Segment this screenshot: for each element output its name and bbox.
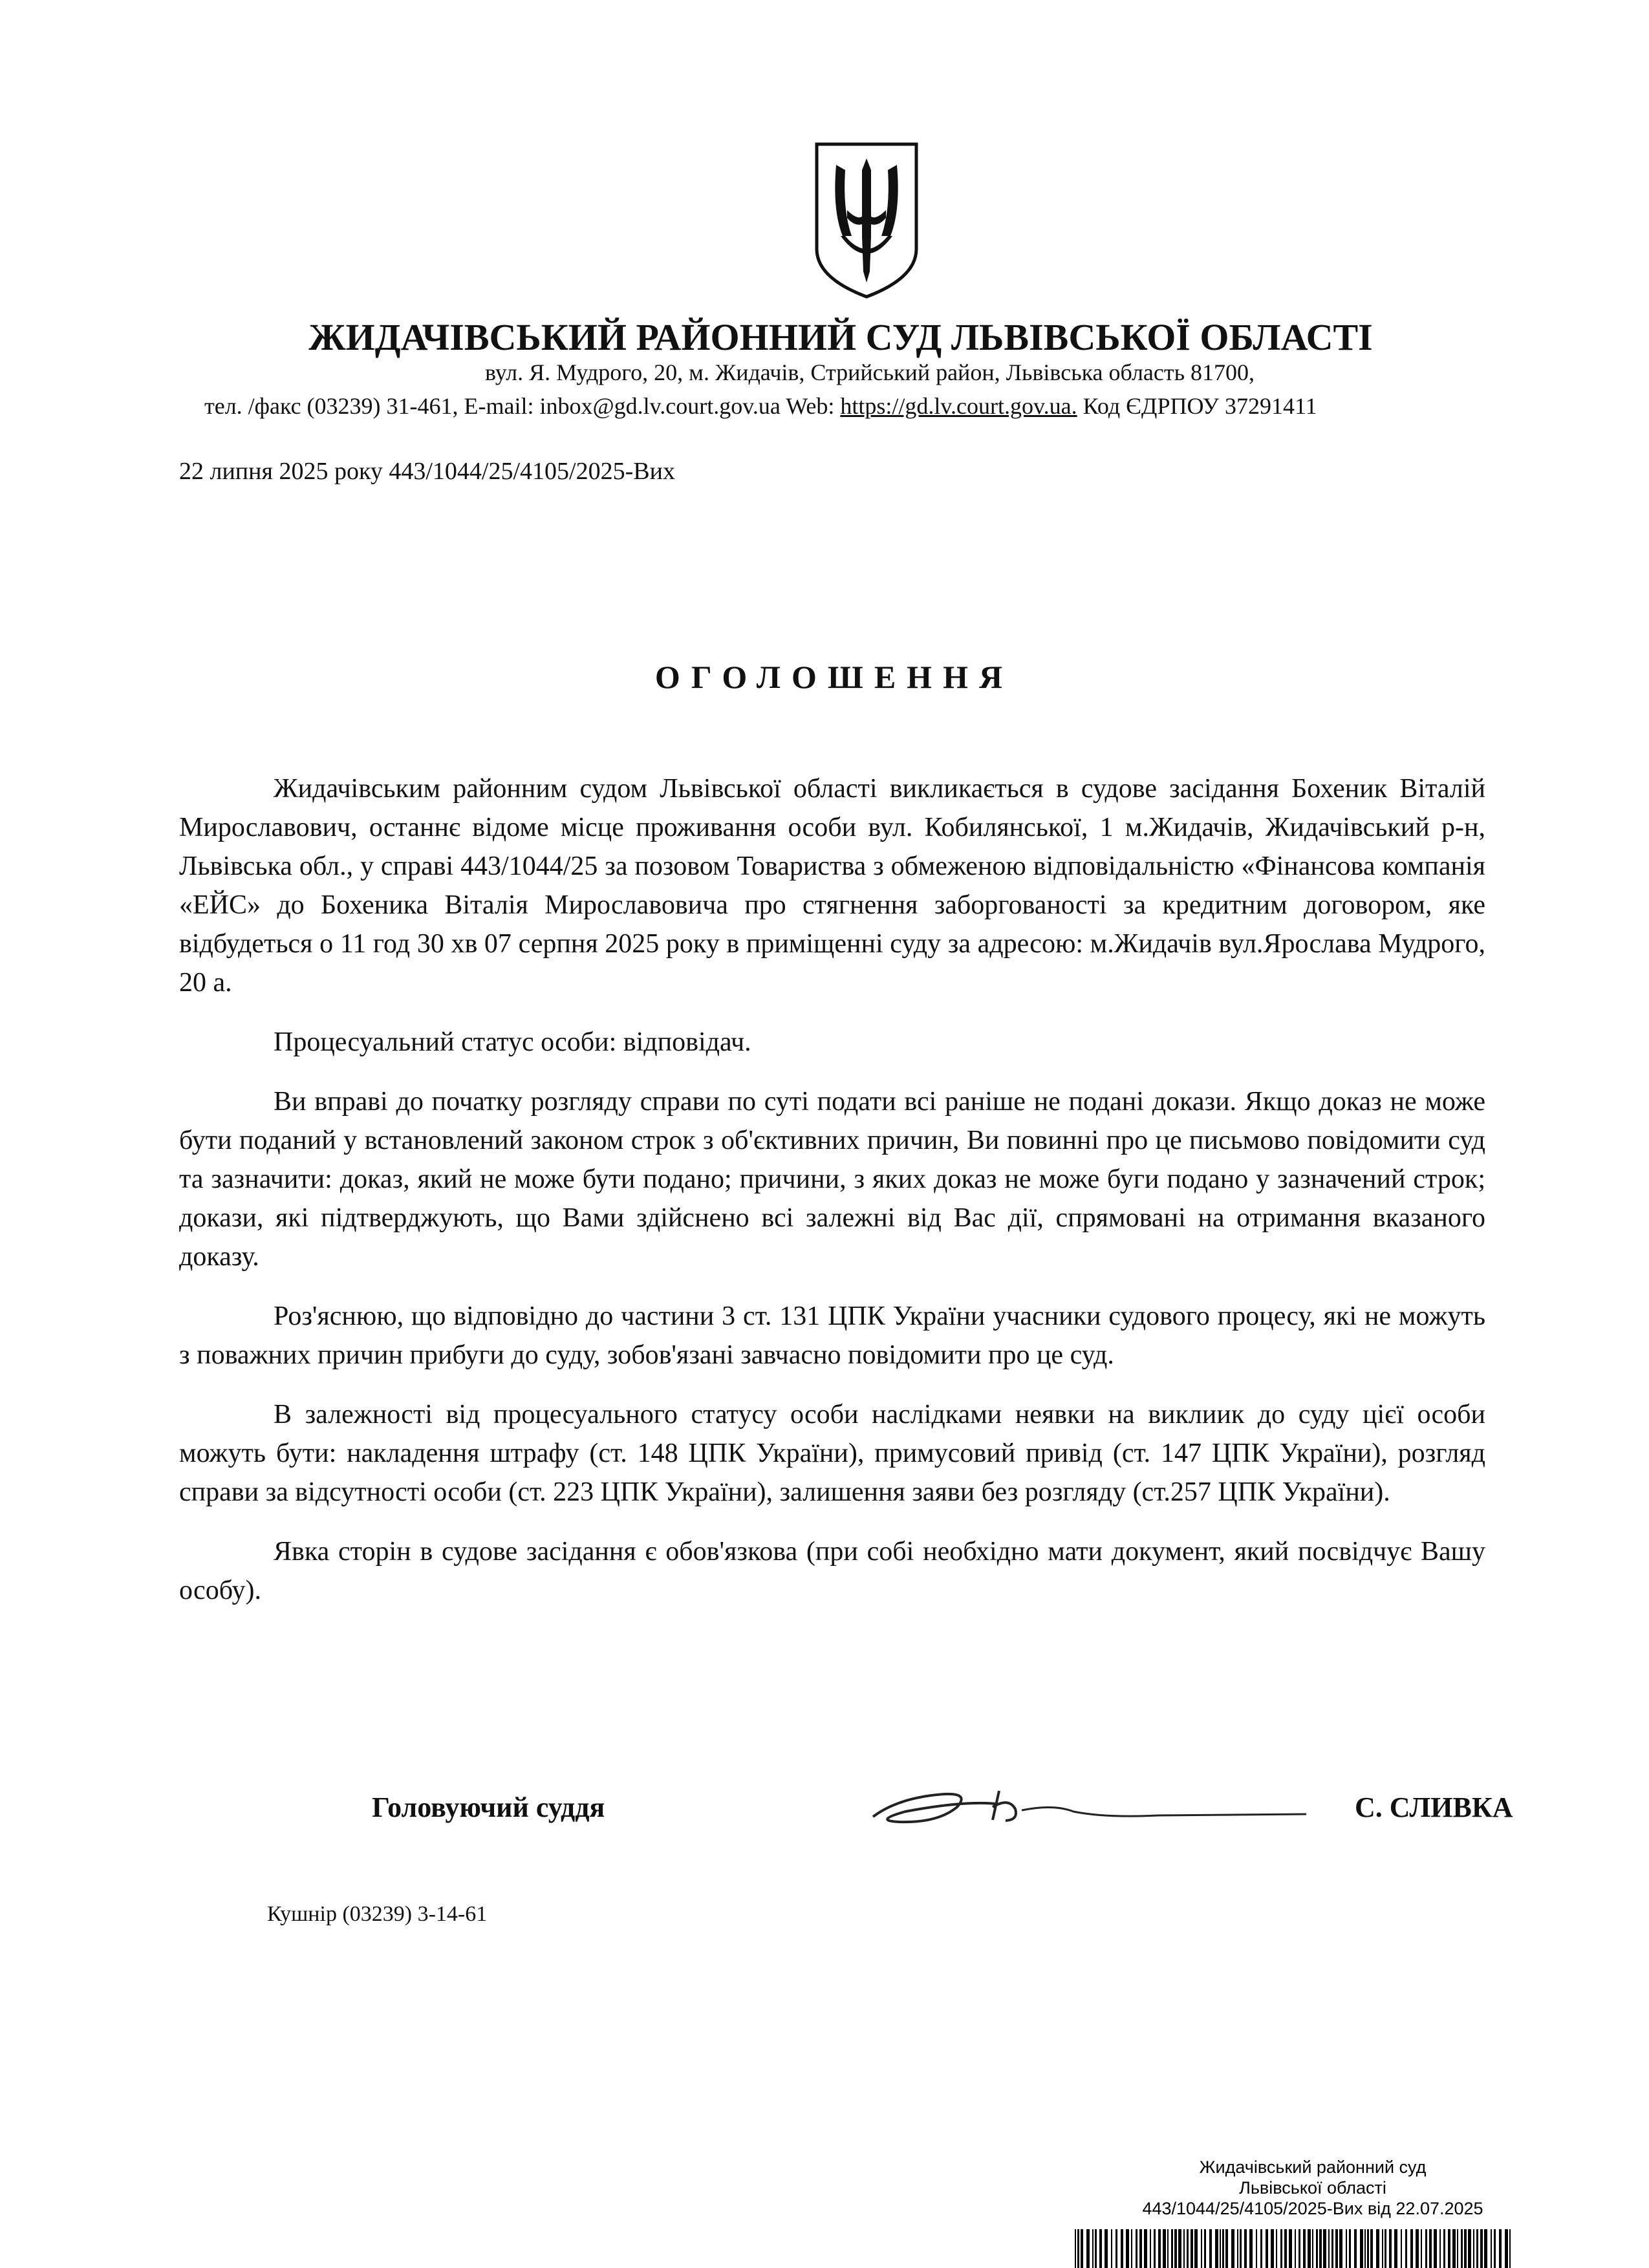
- barcode-bar: [1240, 2229, 1242, 2268]
- executor-contact: Кушнір (03239) 3-14-61: [267, 1902, 488, 1926]
- court-address: вул. Я. Мудрого, 20, м. Жидачів, Стрийський район, Львівська область 81700,: [484, 359, 1255, 385]
- barcode-bar: [1331, 2229, 1333, 2268]
- barcode-bar: [1183, 2229, 1185, 2268]
- barcode-bar: [1339, 2229, 1342, 2268]
- barcode-bar: [1505, 2229, 1508, 2268]
- barcode-bar: [1316, 2229, 1318, 2268]
- barcode-bar: [1416, 2229, 1419, 2268]
- barcode-bar: [1105, 2229, 1108, 2268]
- barcode-bar: [1204, 2229, 1206, 2268]
- barcode-bar: [1346, 2229, 1347, 2268]
- barcode-bar: [1139, 2229, 1142, 2268]
- stamp-region: Львівської області: [1239, 2178, 1386, 2198]
- barcode: [1073, 2229, 1513, 2268]
- outgoing-number: 22 липня 2025 року 443/1044/25/4105/2025-Вих: [179, 458, 675, 485]
- barcode-bar: [1158, 2229, 1161, 2268]
- paragraph-explanation: Роз'яснюю, що відповідно до частини 3 ст. 131 ЦПК України учасники судового процесу, які не можуть з поважних причин прибуги до суду, зобов'язані завчасно повідомити про це суд.: [179, 1301, 1485, 1370]
- paragraph-consequences: В залежності від процесуального статусу особи наслідками неявки на виклиик до суду цієї особи можуть бути: накладення штрафу (ст. 148 ЦПК України), примусовий привід (ст. 147 ЦПК України), розгляд справи за відсутності особи (ст. 223 ЦПК України), залишення заяви без розгляду (ст.257 ЦПК України).: [179, 1400, 1485, 1507]
- paragraph-status: Процесуальний статус особи: відповідач.: [274, 1027, 751, 1057]
- barcode-bar: [1468, 2229, 1471, 2268]
- barcode-bar: [1429, 2229, 1432, 2268]
- barcode-bar: [1401, 2229, 1402, 2268]
- barcode-bar: [1171, 2229, 1173, 2268]
- barcode-bar: [1328, 2229, 1330, 2268]
- barcode-bar: [1280, 2229, 1282, 2268]
- signature-position: Головуючий суддя: [372, 1792, 605, 1823]
- barcode-bar: [1220, 2229, 1221, 2268]
- barcode-bar: [1167, 2229, 1169, 2268]
- barcode-bar: [1476, 2229, 1478, 2268]
- barcode-bar: [1421, 2229, 1422, 2268]
- barcode-bar: [1209, 2229, 1212, 2268]
- document-title: ОГОЛОШЕННЯ: [654, 659, 1014, 695]
- barcode-bar: [1382, 2229, 1383, 2268]
- judge-name: С. СЛИВКА: [1355, 1792, 1513, 1823]
- barcode-bar: [1215, 2229, 1218, 2268]
- barcode-bar: [1126, 2229, 1129, 2268]
- barcode-bar: [1312, 2229, 1313, 2268]
- barcode-bar: [1136, 2229, 1137, 2268]
- barcode-bar: [1194, 2229, 1198, 2268]
- barcode-bar: [1144, 2229, 1147, 2268]
- barcode-bar: [1154, 2229, 1156, 2268]
- document-body: [179, 769, 1485, 1631]
- barcode-bar: [1354, 2229, 1357, 2268]
- barcode-bar: [1150, 2229, 1151, 2268]
- barcode-bar: [1163, 2229, 1166, 2268]
- barcode-bar: [1131, 2229, 1132, 2268]
- barcode-bar: [1367, 2229, 1369, 2268]
- barcode-bar: [1081, 2229, 1083, 2268]
- barcode-bar: [1370, 2229, 1373, 2268]
- barcode-bar: [1121, 2229, 1123, 2268]
- barcode-bar: [1276, 2229, 1277, 2268]
- barcode-bar: [1092, 2229, 1094, 2268]
- trident-emblem-icon: [812, 139, 921, 301]
- barcode-bar: [1295, 2229, 1296, 2268]
- barcode-bar: [1284, 2229, 1287, 2268]
- barcode-bar: [1303, 2229, 1306, 2268]
- barcode-bar: [1201, 2229, 1202, 2268]
- barcode-bar: [1494, 2229, 1496, 2268]
- stamp-number: 443/1044/25/4105/2025-Вих від 22.07.2025: [1142, 2199, 1483, 2218]
- barcode-bar: [1335, 2229, 1338, 2268]
- barcode-bar: [1111, 2229, 1112, 2268]
- barcode-bar: [1075, 2229, 1076, 2268]
- barcode-bar: [1187, 2229, 1189, 2268]
- barcode-bar: [1116, 2229, 1117, 2268]
- court-name: ЖИДАЧІВСЬКИЙ РАЙОННИЙ СУД ЛЬВІВСЬКОЇ ОБЛАСТІ: [308, 316, 1373, 358]
- barcode-bar: [1271, 2229, 1274, 2268]
- barcode-bar: [1174, 2229, 1177, 2268]
- paragraph-evidence: Ви вправі до початку розгляду справи по суті подати всі раніше не подані докази. Якщо доказ не може бути поданий у встановлений законом строк з об'єктивних причин, Ви повинні про це письмово повідомити суд та зазначити: доказ, який не може бути подано; причини, з яких доказ не може буги подано у зазначений строк; докази, які підтверджують, що Вами здійснено всі залежні від Вас дії, спрямовані на отримання вказаного доказу.: [179, 1087, 1485, 1272]
- barcode-bar: [1308, 2229, 1311, 2268]
- barcode-bar: [1349, 2229, 1351, 2268]
- barcode-bar: [1405, 2229, 1407, 2268]
- barcode-bar: [1394, 2229, 1397, 2268]
- handwritten-signature: [860, 1771, 1313, 1836]
- barcode-bar: [1499, 2229, 1502, 2268]
- barcode-bar: [1389, 2229, 1392, 2268]
- barcode-bar: [1464, 2229, 1467, 2268]
- contacts-text: тел. /факс (03239) 31-461, E-mail: inbox@gd.lv.court.gov.ua Web:: [204, 393, 841, 419]
- barcode-bar: [1473, 2229, 1474, 2268]
- barcode-bar: [1095, 2229, 1097, 2268]
- barcode-bar: [1457, 2229, 1458, 2268]
- paragraph-summons: Жидачівським районним судом Львівської області викликається в судове засідання Бохеник Віталій Мирославович, останнє відоме місце проживання особи вул. Кобилянської, 1 м.Жидачів, Жидачівський р-н, Львівська обл., у справі 443/1044/25 за позовом Товариства з обмеженою відповідальністю «Фінансова компанія «ЕЙС» до Бохеника Віталія Мирославовича про стягнення заборгованості за кредитним договором, яке відбудеться о 11 год 30 хв 07 серпня 2025 року в приміщенні суду за адресою: м.Жидачів вул.Ярослава Мудрого, 20 а.: [179, 774, 1485, 998]
- barcode-bar: [1077, 2229, 1079, 2268]
- barcode-bar: [1086, 2229, 1090, 2268]
- barcode-bar: [1323, 2229, 1326, 2268]
- barcode-bar: [1319, 2229, 1322, 2268]
- barcode-bar: [1376, 2229, 1379, 2268]
- website-link[interactable]: https://gd.lv.court.gov.ua.: [840, 393, 1077, 419]
- barcode-bar: [1249, 2229, 1253, 2268]
- barcode-bar: [1244, 2229, 1247, 2268]
- edrpou-code: Код ЄДРПОУ 37291411: [1077, 393, 1317, 419]
- barcode-bar: [1434, 2229, 1437, 2268]
- barcode-bar: [1425, 2229, 1427, 2268]
- barcode-bar: [1385, 2229, 1386, 2268]
- barcode-bar: [1266, 2229, 1268, 2268]
- paragraph-attendance: Явка сторін в судове засідання є обов'язкова (при собі необхідно мати документ, який посвідчує Вашу особу).: [179, 1537, 1485, 1605]
- barcode-bar: [1191, 2229, 1193, 2268]
- barcode-bar: [1480, 2229, 1483, 2268]
- stamp-court: Жидачівський районний суд: [1199, 2157, 1427, 2177]
- barcode-bar: [1099, 2229, 1102, 2268]
- barcode-bar: [1178, 2229, 1181, 2268]
- barcode-bar: [1443, 2229, 1445, 2268]
- barcode-bar: [1364, 2229, 1366, 2268]
- barcode-bar: [1360, 2229, 1363, 2268]
- barcode-bar: [1237, 2229, 1238, 2268]
- barcode-bar: [1225, 2229, 1228, 2268]
- court-contacts: [204, 392, 1317, 420]
- barcode-bar: [1222, 2229, 1224, 2268]
- barcode-bar: [1452, 2229, 1456, 2268]
- registration-stamp: [1119, 2157, 1507, 2219]
- barcode-bar: [1461, 2229, 1463, 2268]
- barcode-bar: [1439, 2229, 1441, 2268]
- barcode-bar: [1260, 2229, 1262, 2268]
- barcode-bar: [1231, 2229, 1234, 2268]
- barcode-bar: [1491, 2229, 1492, 2268]
- barcode-bar: [1509, 2229, 1511, 2268]
- barcode-bar: [1299, 2229, 1300, 2268]
- barcode-bar: [1448, 2229, 1450, 2268]
- barcode-bar: [1410, 2229, 1413, 2268]
- barcode-bar: [1484, 2229, 1487, 2268]
- barcode-bar: [1289, 2229, 1292, 2268]
- barcode-bar: [1256, 2229, 1257, 2268]
